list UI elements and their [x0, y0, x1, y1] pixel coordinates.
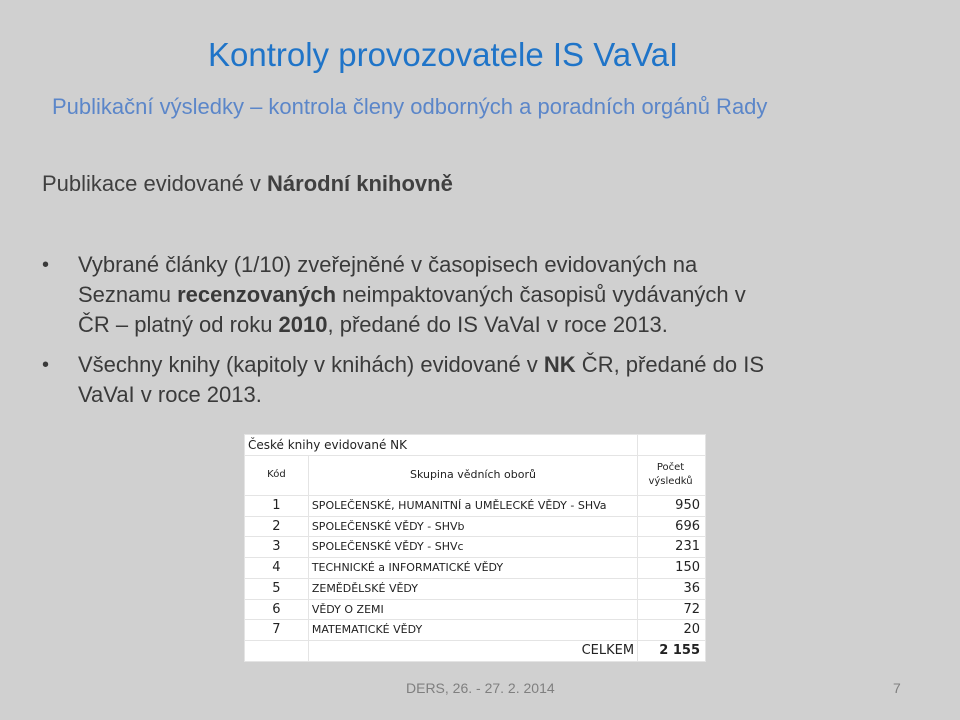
row-count: 36 [638, 578, 706, 599]
bullet-dot-icon: • [42, 354, 50, 376]
table-caption-empty [638, 435, 706, 456]
bullet2-line1-bold: NK [543, 352, 576, 377]
row-count: 231 [638, 537, 706, 558]
row-group: SPOLEČENSKÉ, HUMANITNÍ a UMĚLECKÉ VĚDY - SHVa [308, 495, 637, 516]
total-value: 2 155 [638, 641, 706, 662]
bullet2-line1 [78, 350, 938, 380]
row-count: 20 [638, 620, 706, 641]
header-count-line2: výsledků [648, 476, 693, 488]
bullet1-line2-c: neimpaktovaných časopisů vydávaných v [336, 282, 746, 307]
bullet2-line1-c: ČR, předané do IS [575, 352, 765, 377]
row-code: 2 [245, 516, 309, 537]
row-count: 72 [638, 599, 706, 620]
total-empty [245, 641, 309, 662]
footer-text: DERS, 26. - 27. 2. 2014 [406, 680, 555, 696]
row-group: TECHNICKÉ a INFORMATICKÉ VĚDY [308, 558, 637, 579]
table-row [245, 537, 706, 558]
books-table-grid [244, 434, 706, 662]
bullet1-line3-a: ČR – platný od roku [78, 312, 279, 337]
bullet-articles [42, 250, 918, 340]
row-code: 6 [245, 599, 309, 620]
table-header-row [245, 455, 706, 495]
table-row [245, 495, 706, 516]
header-count [638, 455, 706, 495]
row-code: 4 [245, 558, 309, 579]
row-group: ZEMĚDĚLSKÉ VĚDY [308, 578, 637, 599]
bullet1-line2-bold: recenzovaných [177, 282, 337, 307]
row-group: SPOLEČENSKÉ VĚDY - SHVb [308, 516, 637, 537]
row-count: 696 [638, 516, 706, 537]
header-group: Skupina vědních oborů [308, 455, 637, 495]
bullet-dot-icon: • [42, 254, 50, 276]
publication-heading [42, 171, 453, 197]
row-group: MATEMATICKÉ VĚDY [308, 620, 637, 641]
row-code: 3 [245, 537, 309, 558]
books-table [244, 434, 706, 662]
header-count-line1: Počet [656, 462, 685, 474]
bullet-books [42, 350, 938, 410]
row-code: 1 [245, 495, 309, 516]
bullet2-line1-a: Všechny knihy (kapitoly v knihách) evidované v [78, 352, 544, 377]
publication-heading-bold: Národní knihovně [267, 171, 453, 196]
bullet1-line1: Vybrané články (1/10) zveřejněné v časopisech evidovaných na [78, 252, 698, 277]
bullet1-line3 [78, 310, 918, 340]
slide-title: Kontroly provozovatele IS VaVaI [208, 36, 679, 73]
table-row [245, 578, 706, 599]
table-total-row [245, 641, 706, 662]
bullet1-line2 [78, 280, 918, 310]
table-row [245, 599, 706, 620]
row-group: VĚDY O ZEMI [308, 599, 637, 620]
bullet1-line3-bold: 2010 [278, 312, 328, 337]
table-caption-row [245, 435, 706, 456]
row-code: 7 [245, 620, 309, 641]
slide-subtitle: Publikační výsledky – kontrola členy odborných a poradních orgánů Rady [52, 94, 768, 119]
table-row [245, 620, 706, 641]
bullet1-line2-a: Seznamu [78, 282, 178, 307]
header-code: Kód [245, 455, 309, 495]
bullet1-line3-c: , předané do IS VaVaI v roce 2013. [327, 312, 668, 337]
table-caption: České knihy evidované NK [245, 435, 638, 456]
row-count: 150 [638, 558, 706, 579]
row-group: SPOLEČENSKÉ VĚDY - SHVc [308, 537, 637, 558]
publication-heading-prefix: Publikace evidované v [42, 171, 268, 196]
table-row [245, 558, 706, 579]
table-row [245, 516, 706, 537]
row-code: 5 [245, 578, 309, 599]
total-label: CELKEM [308, 641, 637, 662]
page-number: 7 [893, 680, 901, 696]
row-count: 950 [638, 495, 706, 516]
bullet2-line2: VaVaI v roce 2013. [78, 382, 262, 407]
